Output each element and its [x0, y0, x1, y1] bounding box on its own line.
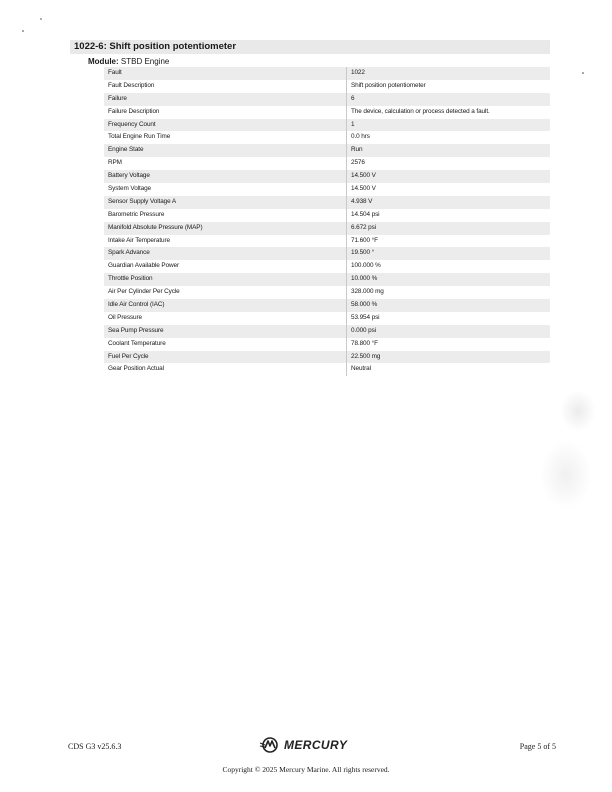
table-row — [104, 196, 550, 209]
row-value: 4.938 V — [346, 196, 550, 209]
row-label: Engine State — [108, 146, 144, 154]
row-value: 0.0 hrs — [346, 131, 550, 144]
table-row — [104, 247, 550, 260]
module-label: Module: — [88, 57, 119, 66]
row-value: 19.500 ° — [346, 247, 550, 260]
table-row — [104, 299, 550, 312]
table-row — [104, 144, 550, 157]
mercury-logo — [259, 737, 347, 753]
row-value: 71.600 °F — [346, 235, 550, 248]
table-row — [104, 351, 550, 364]
fault-detail-table — [104, 67, 550, 376]
row-value: 2576 — [346, 157, 550, 170]
table-row — [104, 338, 550, 351]
row-label: Intake Air Temperature — [108, 236, 170, 244]
row-label: Oil Pressure — [108, 313, 142, 321]
row-label: Fault — [108, 69, 122, 76]
row-label: RPM — [108, 159, 122, 167]
table-row — [104, 106, 550, 119]
scan-speck — [582, 72, 584, 74]
row-value: 53.954 psi — [346, 312, 550, 325]
row-label: Sea Pump Pressure — [108, 326, 164, 334]
row-label: Spark Advance — [108, 249, 150, 257]
scan-smudge — [560, 390, 596, 432]
row-label: Air Per Cylinder Per Cycle — [108, 288, 180, 296]
row-value: 14.500 V — [346, 183, 550, 196]
table-row — [104, 222, 550, 235]
row-value: 6.672 psi — [346, 222, 550, 235]
row-label: Battery Voltage — [108, 172, 150, 180]
logo-wordmark: MERCURY — [284, 738, 348, 752]
section-title: 1022-6: Shift position potentiometer — [70, 40, 550, 54]
row-value: 14.500 V — [346, 170, 550, 183]
table-row — [104, 235, 550, 248]
module-line — [88, 56, 169, 67]
row-value: 100.000 % — [346, 260, 550, 273]
row-value: The device, calculation or process detected a fault. — [346, 106, 550, 119]
row-label: Throttle Position — [108, 275, 153, 283]
table-row — [104, 67, 550, 80]
page-number: Page 5 of 5 — [519, 742, 556, 751]
table-row — [104, 93, 550, 106]
table-row — [104, 325, 550, 338]
mercury-wing-icon — [259, 737, 281, 753]
table-row — [104, 157, 550, 170]
copyright-notice: Copyright © 2025 Mercury Marine. All rights reserved. — [222, 765, 390, 774]
row-label: Idle Air Control (IAC) — [108, 301, 165, 309]
row-label: Manifold Absolute Pressure (MAP) — [108, 223, 203, 231]
row-label: Guardian Available Power — [108, 262, 180, 270]
row-value: 1022 — [346, 67, 550, 80]
scan-speck — [40, 18, 42, 20]
software-version: CDS G3 v25.6.3 — [68, 742, 122, 751]
row-label: Sensor Supply Voltage A — [108, 197, 177, 205]
row-label: Total Engine Run Time — [108, 133, 171, 141]
row-label: Gear Position Actual — [108, 365, 164, 373]
module-value: STBD Engine — [120, 57, 170, 66]
row-value: 6 — [346, 93, 550, 106]
row-value: 328.000 mg — [346, 286, 550, 299]
row-value: Shift position potentiometer — [346, 80, 550, 93]
table-row — [104, 209, 550, 222]
row-label: Coolant Temperature — [108, 339, 166, 347]
row-value: 78.800 °F — [346, 338, 550, 351]
row-label: System Voltage — [108, 185, 152, 193]
table-row — [104, 183, 550, 196]
row-value: 22.500 mg — [346, 351, 550, 364]
table-row — [104, 286, 550, 299]
table-row — [104, 170, 550, 183]
row-label: Fuel Per Cycle — [108, 352, 149, 360]
table-row — [104, 363, 550, 376]
scan-smudge — [540, 440, 592, 510]
row-label: Frequency Count — [108, 120, 156, 128]
row-label: Barometric Pressure — [108, 210, 165, 218]
row-value: Neutral — [346, 363, 550, 376]
table-row — [104, 80, 550, 93]
table-row — [104, 260, 550, 273]
scan-speck — [22, 30, 24, 32]
table-row — [104, 312, 550, 325]
row-label: Failure Description — [108, 107, 160, 115]
row-label: Failure — [108, 94, 127, 102]
row-value: 58.000 % — [346, 299, 550, 312]
table-row — [104, 131, 550, 144]
row-value: 14.504 psi — [346, 209, 550, 222]
table-row — [104, 273, 550, 286]
row-value: 1 — [346, 119, 550, 132]
table-row — [104, 119, 550, 132]
row-value: Run — [346, 144, 550, 157]
row-label: Fault Description — [108, 81, 155, 89]
row-value: 0.000 psi — [346, 325, 550, 338]
row-value: 10.000 % — [346, 273, 550, 286]
